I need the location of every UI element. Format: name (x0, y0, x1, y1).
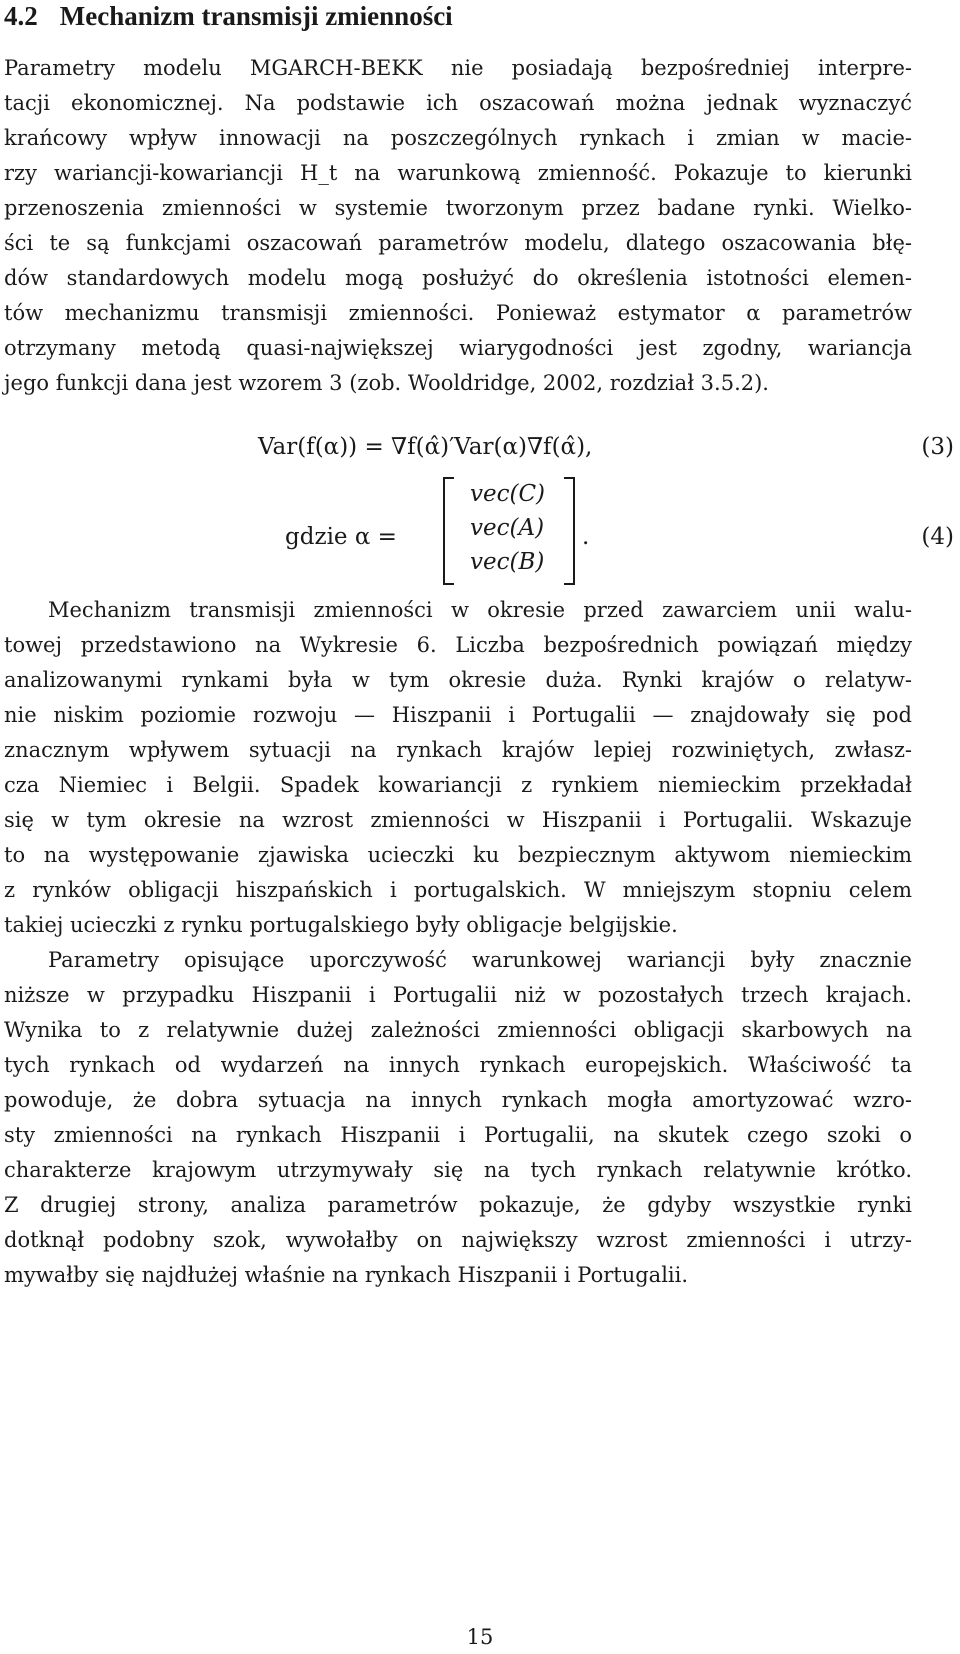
section-heading (4, 0, 453, 32)
text-line: dów standardowych modelu mogą posłużyć do określenia istotności elemen- (4, 266, 912, 290)
text-line: Parametry opisujące uporczywość warunkowej wariancji były znacznie (48, 948, 912, 972)
text-line: ści te są funkcjami oszacowań parametrów modelu, dlatego oszacowania błę- (4, 231, 912, 255)
equation-3: Var(f(α)) = ∇f(α̂)′Var(α)∇f(α̂), (258, 434, 593, 460)
text-line: tów mechanizmu transmisji zmienności. Ponieważ estymator α parametrów (4, 301, 912, 325)
text-line: jego funkcji dana jest wzorem 3 (zob. Wooldridge, 2002, rozdział 3.5.2). (4, 371, 769, 395)
page-number: 15 (466, 1625, 494, 1649)
text-line: niższe w przypadku Hiszpanii i Portugalii niż w pozostałych trzech krajach. (4, 983, 912, 1007)
text-line: tacji ekonomicznej. Na podstawie ich oszacowań można jednak wyznaczyć (4, 91, 912, 115)
text-line: cza Niemiec i Belgii. Spadek kowariancji z rynkiem niemieckim przekładał (4, 773, 912, 797)
text-line: znacznym wpływem sytuacji na rynkach krajów lepiej rozwiniętych, zwłasz- (4, 738, 912, 762)
text-line: charakterze krajowym utrzymywały się na tych rynkach relatywnie krótko. (4, 1158, 912, 1182)
section-number: 4.2 (4, 1, 38, 31)
text-line: się w tym okresie na wzrost zmienności w Hiszpanii i Portugalii. Wskazuje (4, 808, 912, 832)
text-line: z rynków obligacji hiszpańskich i portugalskich. W mniejszym stopniu celem (4, 878, 912, 902)
text-line: Mechanizm transmisji zmienności w okresie przed zawarciem unii walu- (48, 598, 912, 622)
text-line: analizowanymi rynkami była w tym okresie duża. Rynki krajów o relatyw- (4, 668, 912, 692)
text-line: tych rynkach od wydarzeń na innych rynkach europejskich. Właściwość ta (4, 1053, 912, 1077)
text-line: rzy wariancji-kowariancji H_t na warunkową zmienność. Pokazuje to kierunki (4, 161, 912, 185)
right-bracket-icon (562, 476, 578, 586)
text-line: otrzymany metodą quasi-największej wiarygodności jest zgodny, wariancja (4, 336, 912, 360)
matrix-item: vec(B) (470, 549, 545, 575)
text-line: powoduje, że dobra sytuacja na innych rynkach mogła amortyzować wzro- (4, 1088, 912, 1112)
equation-3-number: (3) (921, 434, 954, 460)
text-line: Wynika to z relatywnie dużej zależności zmienności obligacji skarbowych na (4, 1018, 912, 1042)
text-line: Z drugiej strony, analiza parametrów pokazuje, że gdyby wszystkie rynki (4, 1193, 912, 1217)
text-line: przenoszenia zmienności w systemie tworzonym przez badane rynki. Wielko- (4, 196, 912, 220)
text-line: krańcowy wpływ innowacji na poszczególnych rynkach i zmian w macie- (4, 126, 912, 150)
text-line: nie niskim poziomie rozwoju — Hiszpanii i Portugalii — znajdowały się pod (4, 703, 912, 727)
text-line: towej przedstawiono na Wykresie 6. Liczba bezpośrednich powiązań między (4, 633, 912, 657)
text-line: takiej ucieczki z rynku portugalskiego były obligacje belgijskie. (4, 913, 678, 937)
text-line: sty zmienności na rynkach Hiszpanii i Portugalii, na skutek czego szoki o (4, 1123, 912, 1147)
equation-4-prefix: gdzie α = (285, 524, 397, 550)
text-line: to na występowanie zjawiska ucieczki ku bezpiecznym aktywom niemieckim (4, 843, 912, 867)
equation-4-number: (4) (921, 524, 954, 550)
left-bracket-icon (440, 476, 456, 586)
equation-4-suffix: . (582, 524, 590, 550)
text-line: mywałby się najdłużej właśnie na rynkach Hiszpanii i Portugalii. (4, 1263, 689, 1287)
matrix-item: vec(A) (470, 515, 545, 541)
text-line: Parametry modelu MGARCH-BEKK nie posiadają bezpośredniej interpre- (4, 56, 912, 80)
matrix-item: vec(C) (470, 481, 546, 507)
section-title: Mechanizm transmisji zmienności (59, 1, 453, 31)
text-line: dotknął podobny szok, wywołałby on największy wzrost zmienności i utrzy- (4, 1228, 912, 1252)
